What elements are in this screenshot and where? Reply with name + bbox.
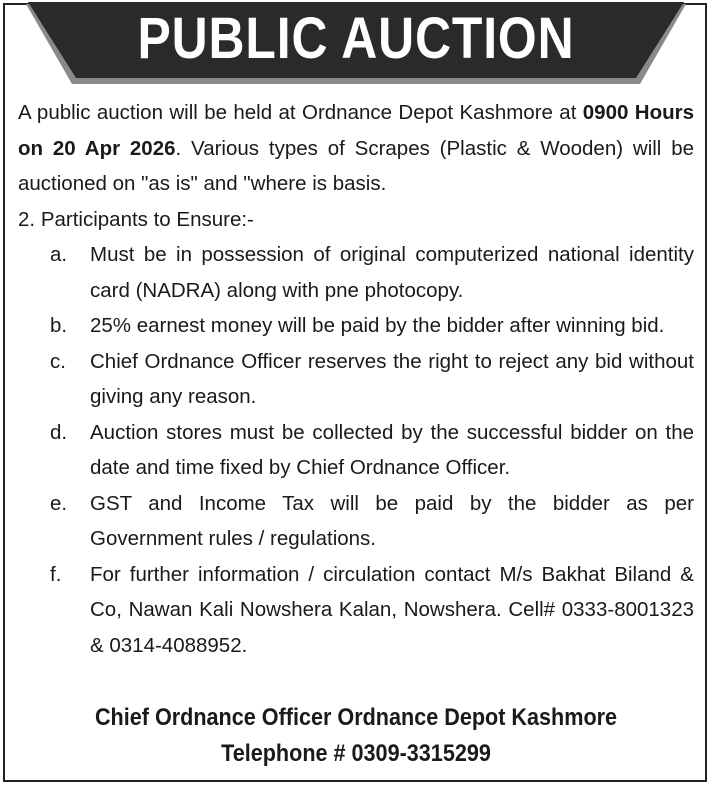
list-item (18, 486, 694, 557)
section-2-label: 2. (18, 207, 36, 231)
item-letter: e. (50, 491, 68, 515)
item-text: Chief Ordnance Officer reserves the right to reject any bid without giving any reason. (90, 349, 694, 408)
intro-paragraph (18, 95, 694, 202)
list-item (18, 415, 694, 486)
page-title: PUBLIC AUCTION (137, 6, 575, 71)
list-item (18, 557, 694, 664)
conditions-list (18, 237, 694, 663)
notice-body (18, 95, 694, 663)
intro-text-after: . Various types of Scrapes (Plastic & Wooden) will be auctioned on "as is" and "where is basis. (18, 136, 694, 195)
item-text: Must be in possession of original computerized national identity card (NADRA) along with pne photocopy. (90, 243, 694, 302)
item-text: GST and Income Tax will be paid by the bidder as per Government rules / regulations. (90, 491, 694, 550)
title-banner (0, 0, 712, 90)
list-item (18, 344, 694, 415)
item-letter: f. (50, 562, 62, 586)
section-2-title: Participants to Ensure:- (40, 207, 254, 231)
item-letter: d. (50, 420, 68, 444)
item-text: For further information / circulation contact M/s Bakhat Biland & Co, Nawan Kali Nowshera Kalan, Nowshera. Cell# 0333-8001323 & 0314-4088952. (90, 562, 694, 657)
signature-block (0, 700, 712, 772)
list-item (18, 237, 694, 308)
intro-text-before: A public auction will be held at Ordnance Depot Kashmore at (18, 101, 583, 124)
list-item (18, 308, 694, 344)
item-letter: c. (50, 349, 66, 373)
item-letter: b. (50, 314, 68, 337)
item-letter: a. (50, 243, 68, 266)
contact-telephone: Telephone # 0309-3315299 (221, 740, 491, 767)
item-text: 25% earnest money will be paid by the bidder after winning bid. (90, 314, 665, 337)
section-2-heading (18, 202, 694, 238)
item-text: Auction stores must be collected by the successful bidder on the date and time fixed by Chief Ordnance Officer. (90, 420, 694, 479)
intro-datetime: 0900 Hours on 20 Apr 2026 (18, 101, 694, 160)
signatory-title: Chief Ordnance Officer Ordnance Depot Kashmore (94, 704, 618, 731)
